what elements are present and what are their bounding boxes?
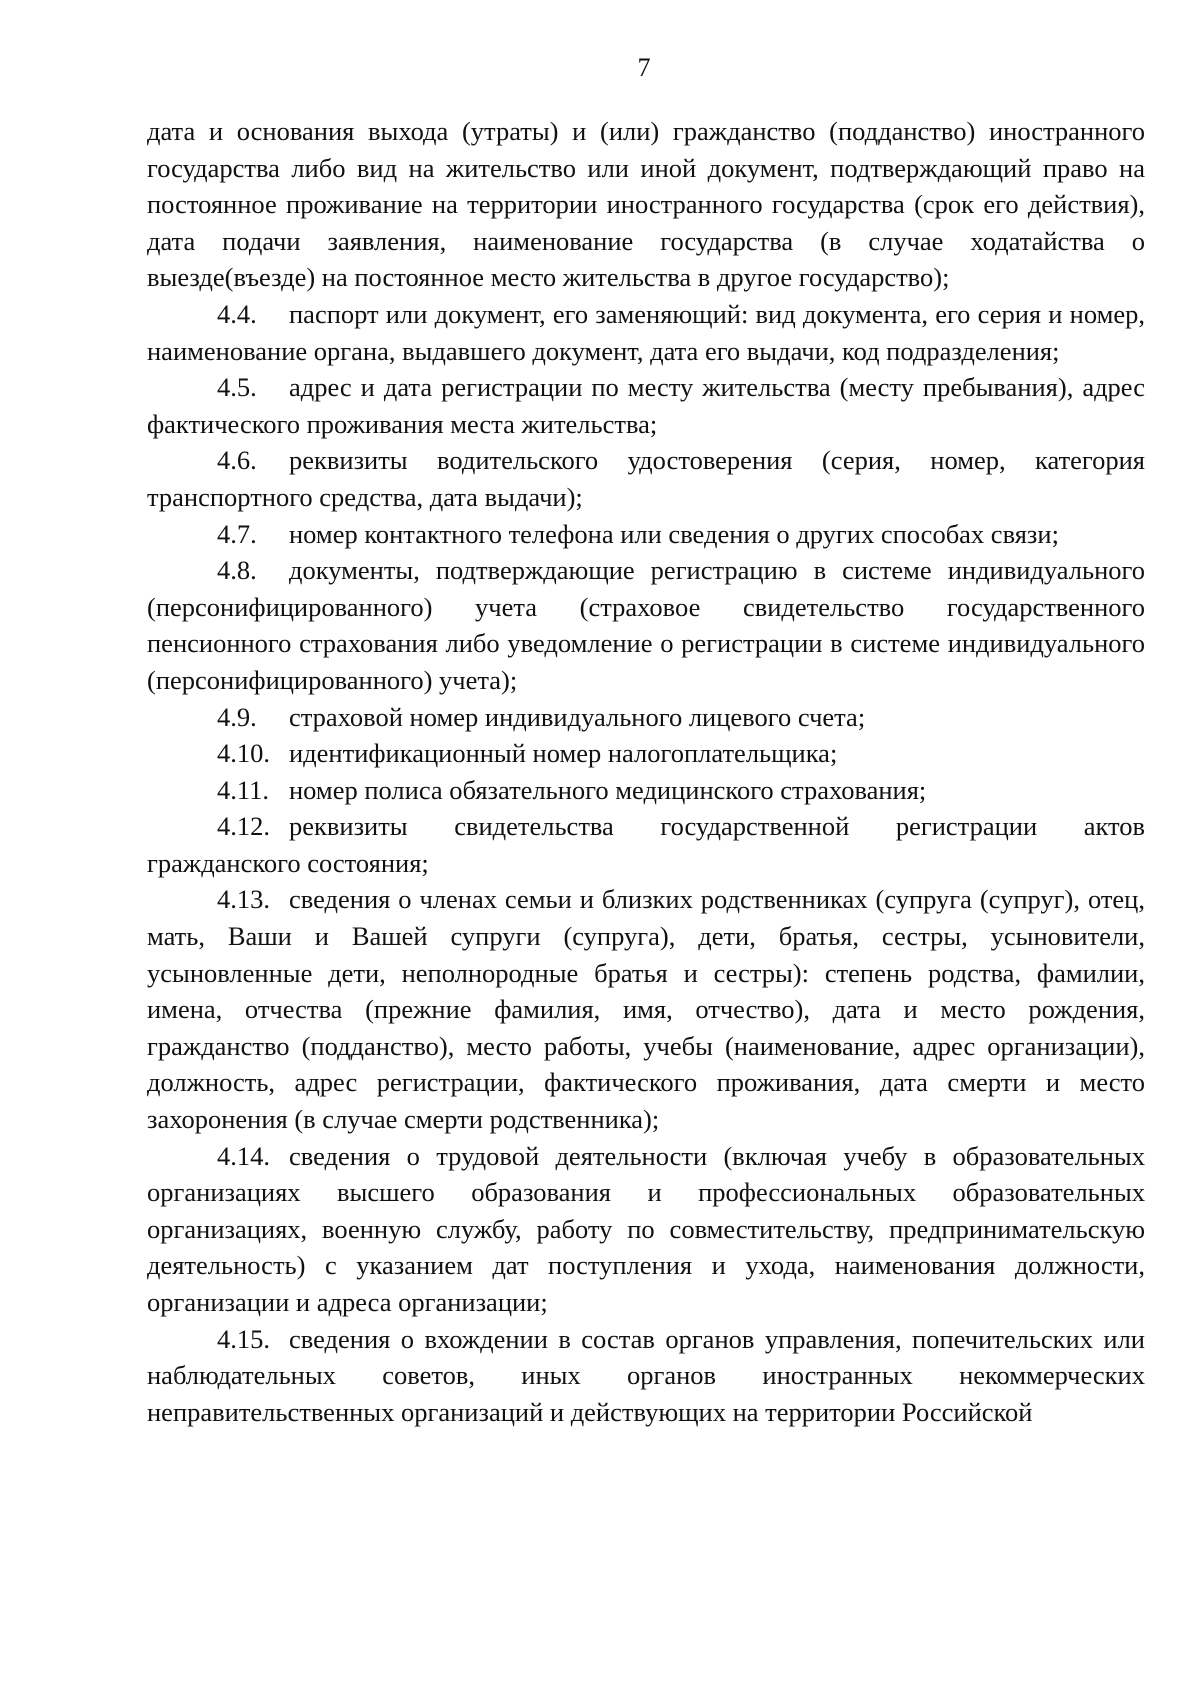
item-text: идентификационный номер налогоплательщика; xyxy=(289,738,838,769)
paragraph-4-7 xyxy=(147,516,1145,553)
item-number: 4.11. xyxy=(217,774,270,805)
item-text: реквизиты водительского удостоверения (серия, номер, категория транспортного средства, дата выдачи); xyxy=(147,445,1145,512)
document-body xyxy=(147,113,1145,1430)
paragraph-4-15 xyxy=(147,1321,1145,1431)
paragraph-4-9 xyxy=(147,699,1145,736)
item-number: 4.8. xyxy=(217,555,257,586)
item-number: 4.13. xyxy=(217,884,270,915)
item-number: 4.5. xyxy=(217,372,257,403)
item-number: 4.12. xyxy=(217,811,270,842)
item-number: 4.4. xyxy=(217,298,257,329)
paragraph-continuation: дата и основания выхода (утраты) и (или) гражданство (подданство) иностранного государства либо вид на жительство или иной документ, подтверждающий право на постоянное проживание на территории иностранного государства (срок его действия), дата подачи заявления, наименование государства (в случае ходатайства о выезде(въезде) на постоянное место жительства в другое государство); xyxy=(147,116,1145,293)
page-number: 7 xyxy=(637,53,651,82)
paragraph-4-10 xyxy=(147,735,1145,772)
item-number: 4.7. xyxy=(217,518,257,549)
item-text: номер контактного телефона или сведения о других способах связи; xyxy=(289,518,1059,549)
paragraph-4-6 xyxy=(147,442,1145,515)
paragraph-4-14 xyxy=(147,1138,1145,1321)
paragraph-4-8 xyxy=(147,552,1145,698)
paragraph-4-5 xyxy=(147,369,1145,442)
paragraph-4-4 xyxy=(147,296,1145,369)
paragraph-4-11 xyxy=(147,772,1145,809)
item-text: реквизиты свидетельства государственной регистрации актов гражданского состояния; xyxy=(147,811,1145,878)
item-text: адрес и дата регистрации по месту жительства (месту пребывания), адрес фактического проживания места жительства; xyxy=(147,372,1145,439)
item-number: 4.9. xyxy=(217,701,257,732)
paragraph-4-12 xyxy=(147,808,1145,881)
item-number: 4.6. xyxy=(217,445,257,476)
item-number: 4.10. xyxy=(217,738,270,769)
item-text: номер полиса обязательного медицинского страхования; xyxy=(289,774,927,805)
item-text: документы, подтверждающие регистрацию в системе индивидуального (персонифицированного) учета (страховое свидетельство государственного пенсионного страхования либо уведомление о регистрации в системе индивидуального (персонифицированного) учета); xyxy=(147,555,1145,695)
paragraph-4-13 xyxy=(147,881,1145,1137)
item-text: сведения о вхождении в состав органов управления, попечительских или наблюдательных советов, иных органов иностранных некоммерческих неправительственных организаций и действующих на территории Российской xyxy=(147,1323,1145,1427)
item-number: 4.15. xyxy=(217,1323,270,1354)
item-text: паспорт или документ, его заменяющий: вид документа, его серия и номер, наименование органа, выдавшего документ, дата его выдачи, код подразделения; xyxy=(147,298,1145,366)
item-text: сведения о членах семьи и близких родственниках (супруга (супруг), отец, мать, Ваши и Вашей супруги (супруга), дети, братья, сестры, усыновители, усыновленные дети, неполнородные братья и сестры): степень родства, фамилии, имена, отчества (прежние фамилия, имя, отчество), дата и место рождения, гражданство (подданство), место работы, учебы (наименование, адрес организации), должность, адрес регистрации, фактического проживания, дата смерти и место захоронения (в случае смерти родственника); xyxy=(147,884,1145,1135)
item-text: страховой номер индивидуального лицевого счета; xyxy=(289,701,866,732)
item-number: 4.14. xyxy=(217,1140,270,1171)
item-text: сведения о трудовой деятельности (включая учебу в образовательных организациях высшего образования и профессиональных образовательных организациях, военную службу, работу по совместительству, предпринимательскую деятельность) с указанием дат поступления и ухода, наименования должности, организации и адреса организации; xyxy=(147,1140,1145,1317)
